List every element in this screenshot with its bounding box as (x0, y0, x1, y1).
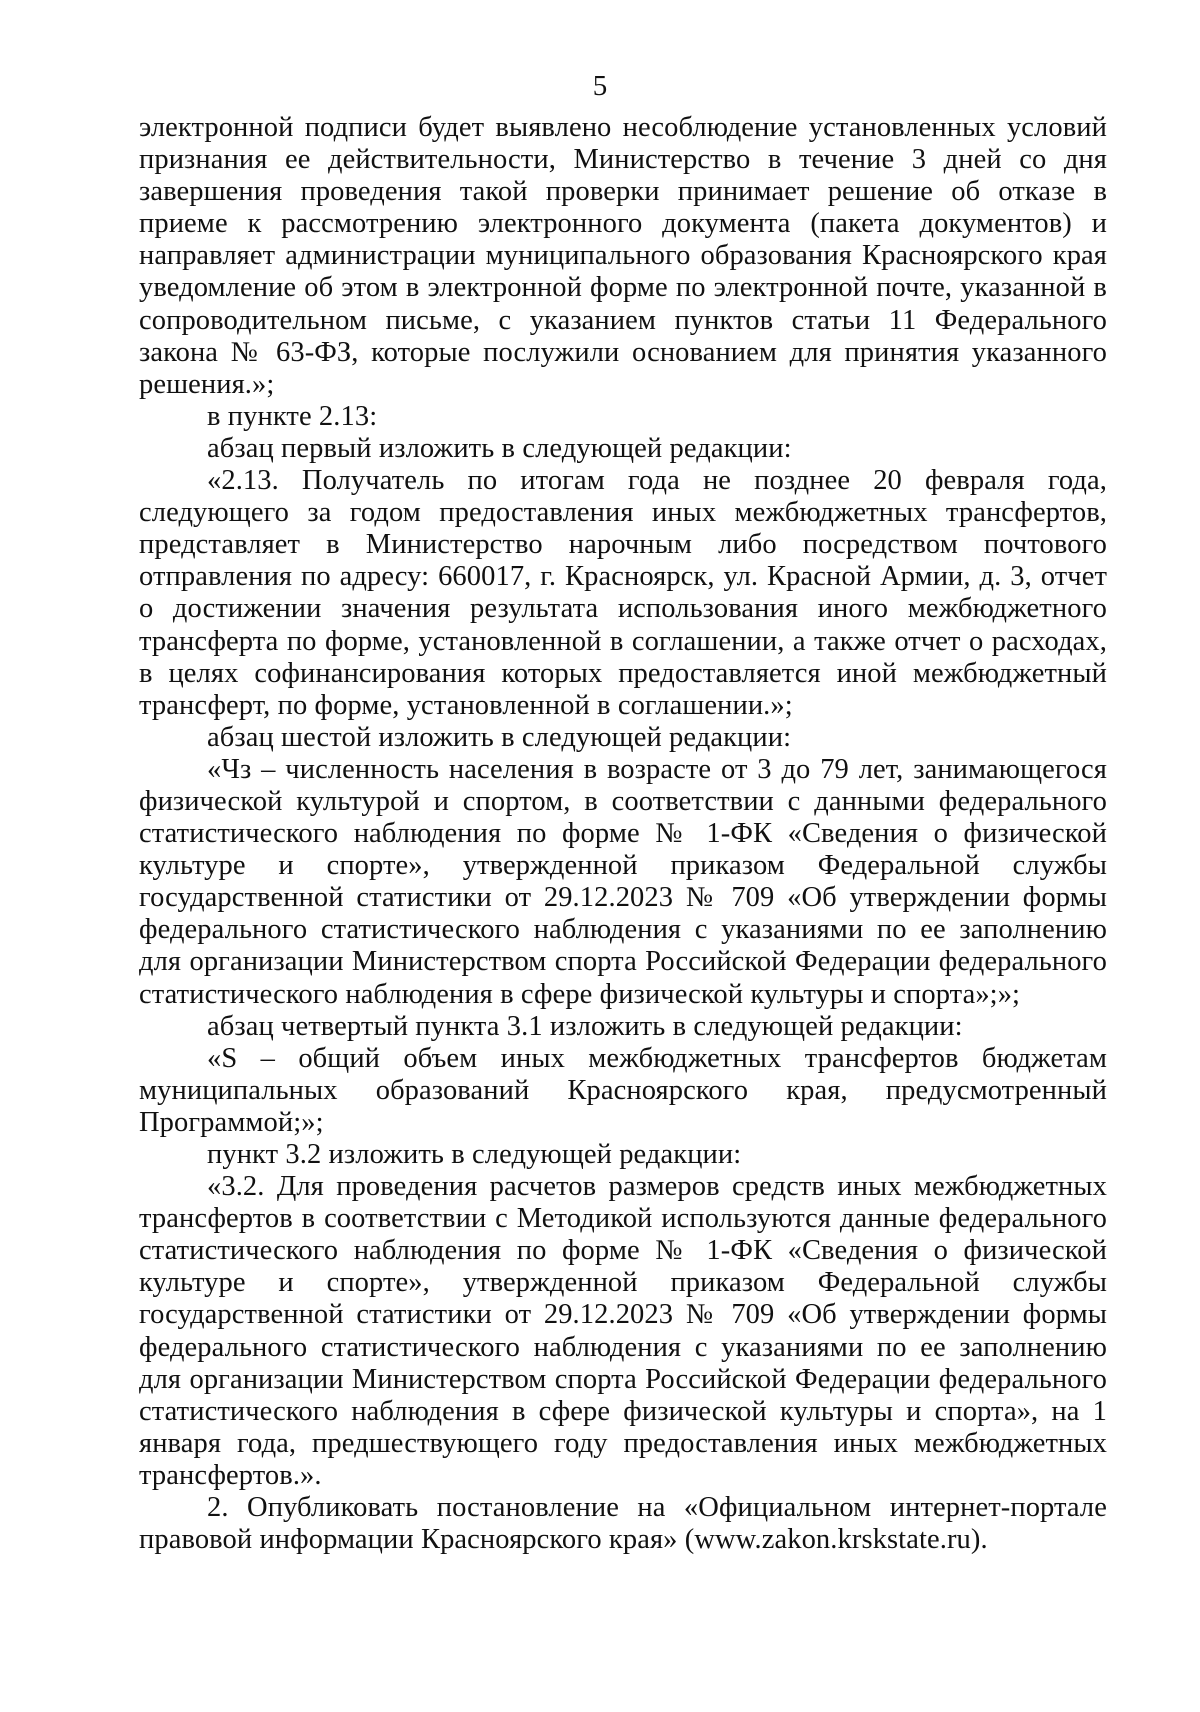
page-number: 5 (592, 70, 608, 102)
paragraph-first-abzac-instruction: абзац первый изложить в следующей редакции: (207, 432, 792, 464)
paragraph-sixth-abzac-instruction: абзац шестой изложить в следующей редакции: (207, 721, 792, 753)
paragraph-clause-3-2-text: «3.2. Для проведения расчетов размеров средств иных межбюджетных трансфертов в соответствии с Методикой используются данные федерального статистического наблюдения по форме № 1-ФК «Сведения о физической культуре и спорте», утвержденной приказом Федеральной службы государственной статистики от 29.12.2023 № 709 «Об утверждении формы федерального статистического наблюдения с указаниями по ее заполнению для организации Министерством спорта Российской Федерации федерального статистического наблюдения в сфере физической культуры и спорта», на 1 января года, предшествующего году предоставления иных межбюджетных трансфертов.». (139, 1171, 1107, 1491)
paragraph-chz-definition: «Чз – численность населения в возрасте от 3 до 79 лет, занимающегося физической культурой и спортом, в соответствии с данными федерального статистического наблюдения по форме № 1-ФК «Сведения о физической культуре и спорте», утвержденной приказом Федеральной службы государственной статистики от 29.12.2023 № 709 «Об утверждении формы федерального статистического наблюдения с указаниями по ее заполнению для организации Министерством спорта Российской Федерации федерального статистического наблюдения в сфере физической культуры и спорта»;»; (139, 753, 1107, 1010)
paragraph-signature-check-continuation: электронной подписи будет выявлено несоблюдение установленных условий признания ее действительности, Министерство в течение 3 дней со дня завершения проведения такой проверки принимает решение об отказе в приеме к рассмотрению электронного документа (пакета документов) и направляет администрации муниципального образования Красноярского края уведомление об этом в электронной форме по электронной почте, указанной в сопроводительном письме, с указанием пунктов статьи 11 Федерального закона № 63-ФЗ, которые послужили основанием для принятия указанного решения.»; (139, 112, 1107, 400)
paragraph-clause-2-13-intro: в пункте 2.13: (207, 400, 378, 432)
paragraph-clause-2-13-text: «2.13. Получатель по итогам года не позднее 20 февраля года, следующего за годом предоставления иных межбюджетных трансфертов, представляет в Министерство нарочным либо посредством почтового отправления по адресу: 660017, г. Красноярск, ул. Красной Армии, д. 3, отчет о достижении значения результата использования иного межбюджетного трансферта по форме, установленной в соглашении, а также отчет о расходах, в целях софинансирования которых предоставляется иной межбюджетный трансферт, по форме, установленной в соглашении.»; (139, 465, 1107, 721)
paragraph-s-definition: «S – общий объем иных межбюджетных трансфертов бюджетам муниципальных образований Красноярского края, предусмотренный Программой;»; (139, 1042, 1107, 1138)
paragraph-clause-3-2-instruction: пункт 3.2 изложить в следующей редакции: (207, 1139, 742, 1170)
paragraph-publication-order: 2. Опубликовать постановление на «Официальном интернет-портале правовой информации Красноярского края» (www.zakon.krskstate.ru). (139, 1492, 1107, 1556)
document-body (139, 112, 1107, 1556)
paragraph-clause-3-1-instruction: абзац четвертый пункта 3.1 изложить в следующей редакции: (207, 1010, 963, 1042)
